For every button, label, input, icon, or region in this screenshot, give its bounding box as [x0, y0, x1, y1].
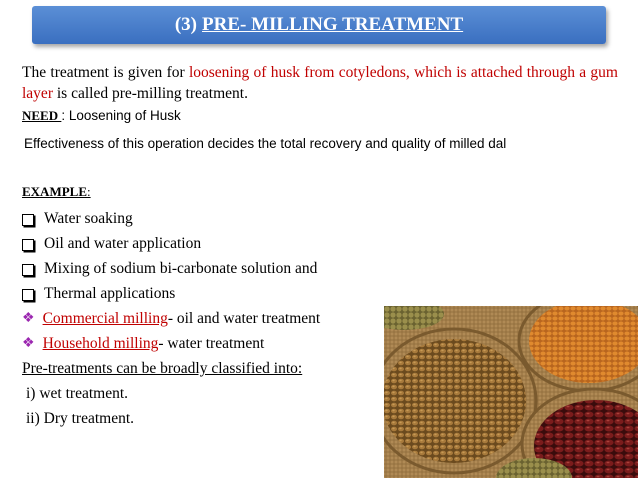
checkbox-bullet-icon	[22, 239, 34, 251]
list-item: Oil and water application	[22, 231, 320, 256]
checkbox-bullet-icon	[22, 289, 34, 301]
list-item: Mixing of sodium bi-carbonate solution and	[22, 256, 320, 281]
checkbox-bullet-icon	[22, 214, 34, 226]
list-item: ❖ Commercial milling - oil and water treatment	[22, 309, 321, 327]
need-line	[22, 108, 181, 124]
household-milling-link[interactable]: Household milling	[42, 334, 159, 352]
checkbox-bullet-icon	[22, 264, 34, 276]
classification-item: ii) Dry treatment.	[26, 410, 135, 427]
list-item: Thermal applications	[22, 281, 320, 306]
title-text: PRE- MILLING TREATMENT	[202, 14, 464, 35]
need-text: : Loosening of Husk	[61, 108, 181, 123]
pulses-sacks-photo	[384, 306, 638, 478]
title-number: (3)	[174, 14, 198, 35]
intro-highlight: loosening of husk from cotyledons, which is attached through a gum layer	[22, 64, 618, 102]
intro-paragraph: The treatment is given for loosening of husk from cotyledons, which is attached through a gum layer is called pre-milling treatment.	[22, 64, 618, 102]
classification-heading: Pre-treatments can be broadly classified into:	[22, 360, 303, 377]
commercial-milling-link[interactable]: Commercial milling	[42, 309, 168, 327]
diamond-bullet-icon: ❖	[22, 336, 35, 351]
example-heading: EXAMPLE:	[22, 184, 91, 199]
list-item: Water soaking	[22, 206, 320, 231]
list-item: ❖ Household milling - water treatment	[22, 334, 265, 352]
classification-item: i) wet treatment.	[26, 385, 128, 402]
diamond-bullet-icon: ❖	[22, 311, 35, 326]
effectiveness-text: Effectiveness of this operation decides the total recovery and quality of milled dal	[24, 136, 507, 151]
pulses-illustration	[384, 306, 638, 478]
title-banner	[32, 6, 606, 44]
example-list	[22, 206, 320, 356]
need-label: NEED	[22, 108, 62, 123]
